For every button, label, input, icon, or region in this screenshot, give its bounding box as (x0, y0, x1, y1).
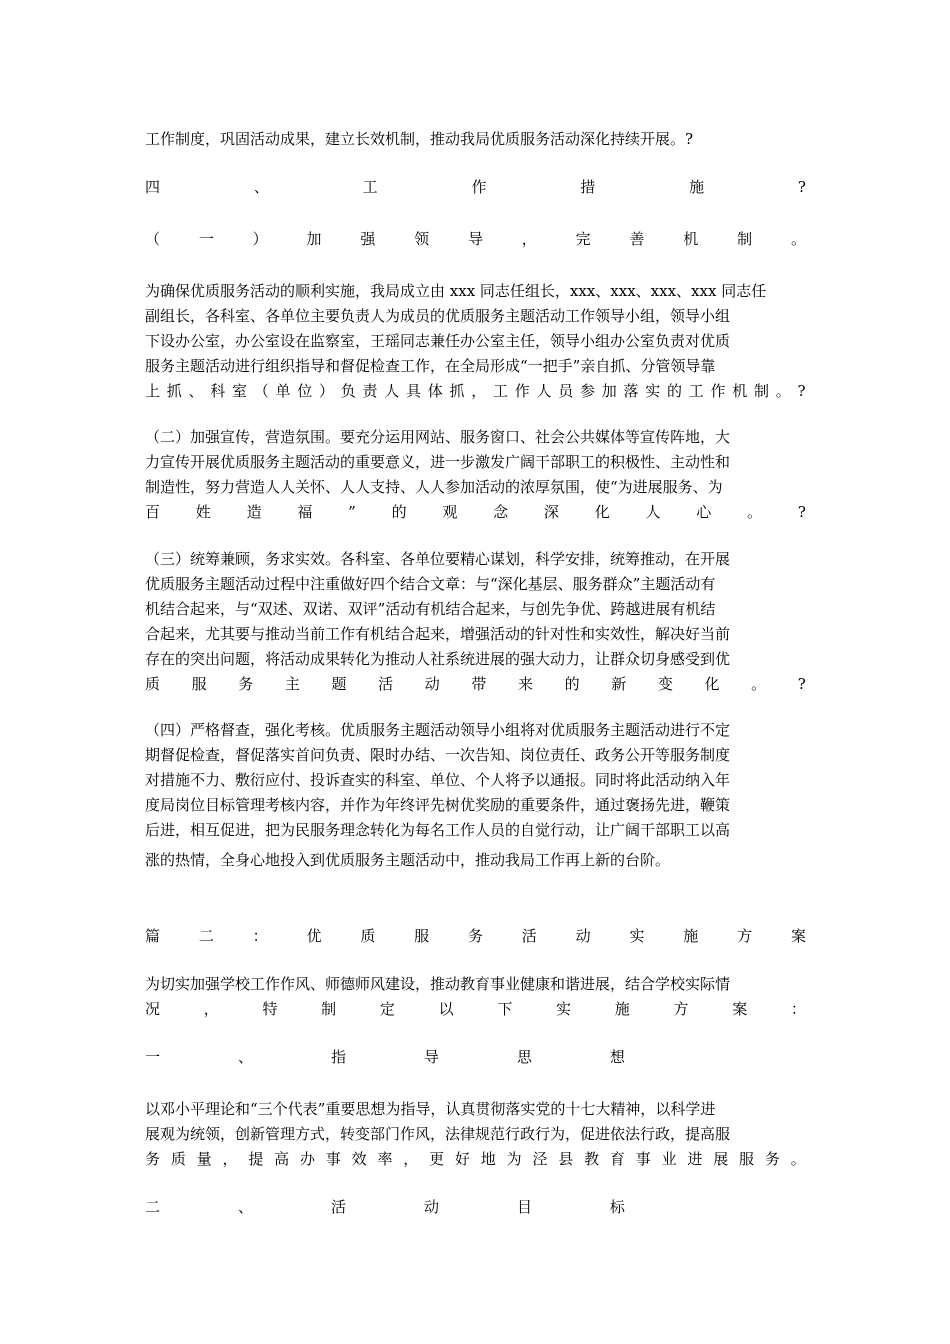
subheading-leadership (145, 227, 806, 251)
heading-char: 目 (516, 1198, 532, 1216)
heading-char: 动 (575, 927, 591, 945)
char: 事 (635, 1150, 651, 1168)
text-line-justified (145, 379, 806, 403)
text-line: （二）加强宣传，营造氛围。要充分运用网站、服务窗口、社会公共媒体等宣传阵地，大 (145, 428, 731, 446)
text-line-justified (145, 1147, 806, 1171)
char: 育 (609, 1150, 625, 1168)
heading-char: 一 (198, 230, 214, 248)
char: ， (471, 382, 487, 400)
char: 业 (661, 1150, 677, 1168)
text-line: 副组长，各科室、各单位主要负责人为成员的优质服务主题活动工作领导小组，领导小组 (145, 307, 731, 325)
char: 工 (493, 382, 509, 400)
heading-char: 作 (471, 178, 487, 196)
heading-char: 想 (609, 1048, 625, 1066)
text-line-justified (145, 997, 806, 1021)
char: 。 (775, 382, 791, 400)
char: 上 (145, 382, 161, 400)
text-line: 对措施不力、敷衍应付、投诉查实的科室、单位、个人将予以通报。同时将此活动纳入年 (145, 771, 731, 789)
char: 率 (377, 1150, 393, 1168)
char: 实 (645, 382, 661, 400)
text-line: 制造性，努力营造人人关怀、人人支持、人人参加活动的浓厚氛围，使“为进展服务、为 (145, 478, 723, 496)
char: 事 (325, 1150, 341, 1168)
heading-char: 施 (683, 927, 699, 945)
char: 位 (297, 382, 313, 400)
heading-char: 措 (580, 178, 596, 196)
char: 效 (351, 1150, 367, 1168)
char: 观 (442, 503, 458, 521)
heading-char: 、 (237, 1198, 253, 1216)
char: ? (797, 503, 806, 521)
section-heading-guiding-ideology (145, 1045, 625, 1069)
char: 工 (688, 382, 704, 400)
char: 念 (493, 503, 509, 521)
text-line: 为确保优质服务活动的顺利实施，我局成立由 xxx 同志任组长，xxx、xxx、xxx、xxx 同志任 (145, 282, 767, 300)
char: ， (222, 1150, 238, 1168)
char: 的 (564, 675, 580, 693)
char: 化 (594, 503, 610, 521)
heading-char: 、 (237, 1048, 253, 1066)
char: 制 (321, 1000, 337, 1018)
char: 服 (739, 1150, 755, 1168)
char: 提 (248, 1150, 264, 1168)
text-line-justified (145, 500, 806, 524)
text-line: （四）严格督查，强化考核。优质服务主题活动领导小组将对优质服务主题活动进行不定 (145, 721, 731, 739)
heading-char: 二 (198, 927, 214, 945)
char: 福 (297, 503, 313, 521)
text-line: 合起来，尤其要与推动当前工作有机结合起来，增强活动的针对性和实效性，解决好当前 (145, 625, 731, 643)
char: 的 (391, 503, 407, 521)
char: 单 (275, 382, 291, 400)
char: 特 (262, 1000, 278, 1018)
char: 题 (331, 675, 347, 693)
char: 施 (614, 1000, 630, 1018)
heading-char: 、 (253, 178, 269, 196)
heading-char: 导 (423, 1048, 439, 1066)
heading-char: （ (145, 230, 161, 248)
char: 来 (518, 675, 534, 693)
char: ： (790, 1000, 806, 1018)
char: 办 (299, 1150, 315, 1168)
char: 新 (611, 675, 627, 693)
text-line: 下设办公室，办公室设在监察室，王瑶同志兼任办公室主任，领导小组办公室负责对优质 (145, 332, 731, 350)
char: 实 (556, 1000, 572, 1018)
char: 。 (751, 675, 767, 693)
char: 质 (145, 675, 161, 693)
char: 况 (145, 1000, 161, 1018)
char: ” (348, 503, 356, 521)
char: ） (319, 382, 335, 400)
char: 化 (704, 675, 720, 693)
char: 负 (340, 382, 356, 400)
heading-char: 务 (467, 927, 483, 945)
heading-char: ? (797, 178, 806, 196)
text-line: 为切实加强学校工作作风、师德师风建设，推动教育事业健康和谐进展，结合学校实际情 (145, 975, 731, 993)
char: 务 (145, 1150, 161, 1168)
char: ? (797, 675, 806, 693)
char: 以 (438, 1000, 454, 1018)
char: 作 (710, 382, 726, 400)
heading-char: 活 (521, 927, 537, 945)
heading-char: 强 (360, 230, 376, 248)
heading-char: 施 (689, 178, 705, 196)
char: 服 (191, 675, 207, 693)
heading-char: 机 (683, 230, 699, 248)
heading-char: 善 (629, 230, 645, 248)
char: 变 (657, 675, 673, 693)
section-heading-measures (145, 175, 806, 199)
char: 体 (427, 382, 443, 400)
heading-char: 思 (516, 1048, 532, 1066)
char: 务 (764, 1150, 780, 1168)
heading-char: 四 (145, 178, 161, 196)
char: 务 (238, 675, 254, 693)
text-line: 存在的突出问题，将活动成果转化为推动人社系统进展的强大动力，让群众切身感受到优 (145, 650, 731, 668)
char: 造 (246, 503, 262, 521)
char: 下 (497, 1000, 513, 1018)
heading-char: 质 (360, 927, 376, 945)
char: 更 (429, 1150, 445, 1168)
char: 抓 (449, 382, 465, 400)
heading-char: 标 (609, 1198, 625, 1216)
text-line: 涨的热情，全身心地投入到优质服务主题活动中，推动我局工作再上新的台阶。 (145, 851, 671, 869)
char: 主 (284, 675, 300, 693)
heading-char: 服 (414, 927, 430, 945)
char: 案 (732, 1000, 748, 1018)
char: 地 (480, 1150, 496, 1168)
text-line: 度局岗位目标管理考核内容，并作为年终评先树优奖励的重要条件，通过褒扬先进，鞭策 (145, 796, 731, 814)
char: 抓 (166, 382, 182, 400)
char: 百 (145, 503, 161, 521)
char: 活 (378, 675, 394, 693)
char: 参 (580, 382, 596, 400)
char: 质 (170, 1150, 186, 1168)
text-line: 展观为统领，创新管理方式，转变部门作风，法律规范行政行为，促进依法行政，提高服 (145, 1125, 731, 1143)
char: 心 (696, 503, 712, 521)
heading-char: 加 (306, 230, 322, 248)
char: （ (253, 382, 269, 400)
heading-char: 活 (330, 1198, 346, 1216)
char: 的 (667, 382, 683, 400)
heading-char: ） (252, 230, 268, 248)
heading-char: 制 (737, 230, 753, 248)
char: 加 (601, 382, 617, 400)
text-line-justified (145, 672, 806, 696)
heading-char: ： (252, 927, 268, 945)
char: ， (203, 1000, 219, 1018)
char: 责 (362, 382, 378, 400)
heading-char: 导 (467, 230, 483, 248)
text-line: 工作制度，巩固活动成果，建立长效机制，推动我局优质服务活动深化持续开展。? (145, 130, 694, 148)
char: 人 (384, 382, 400, 400)
text-line: 机结合起来，与“双述、双诺、双评”活动有机结合起来，与创先争优、跨越进展有机结 (145, 600, 716, 618)
text-line: 后进，相互促进，把为民服务理念转化为每名工作人员的自觉行动，让广阔干部职工以高 (145, 821, 731, 839)
char: 展 (713, 1150, 729, 1168)
heading-char: 实 (629, 927, 645, 945)
heading-char: 篇 (145, 927, 161, 945)
char: 。 (747, 503, 763, 521)
char: 教 (584, 1150, 600, 1168)
char: 县 (558, 1150, 574, 1168)
heading-char: 优 (306, 927, 322, 945)
char: 员 (558, 382, 574, 400)
text-line: 期督促检查，督促落实首问负责、限时办结、一次告知、岗位责任、政务公开等服务制度 (145, 746, 731, 764)
heading-char: 指 (330, 1048, 346, 1066)
char: 量 (196, 1150, 212, 1168)
char: 好 (454, 1150, 470, 1168)
text-line: 服务主题活动进行组织指导和督促检查工作，在全局形成“一把手”亲自抓、分管领导靠 (145, 357, 716, 375)
char: 泾 (532, 1150, 548, 1168)
char: 深 (543, 503, 559, 521)
text-line: （三）统筹兼顾，务求实效。各科室、各单位要精心谋划，科学安排，统筹推动，在开展 (145, 550, 731, 568)
heading-char: ， (521, 230, 537, 248)
heading-char: 方 (737, 927, 753, 945)
char: 作 (514, 382, 530, 400)
heading-char: 完 (575, 230, 591, 248)
char: 姓 (195, 503, 211, 521)
char: 制 (754, 382, 770, 400)
heading-char: 二 (145, 1198, 161, 1216)
heading-char: 动 (423, 1198, 439, 1216)
char: 人 (536, 382, 552, 400)
char: 进 (687, 1150, 703, 1168)
char: ， (403, 1150, 419, 1168)
heading-char: 领 (414, 230, 430, 248)
part-two-heading (145, 924, 806, 948)
char: 、 (188, 382, 204, 400)
char: 高 (274, 1150, 290, 1168)
char: 具 (406, 382, 422, 400)
heading-char: 。 (790, 230, 806, 248)
char: 为 (506, 1150, 522, 1168)
char: 。 (790, 1150, 806, 1168)
char: 室 (232, 382, 248, 400)
char: 科 (210, 382, 226, 400)
text-line: 优质服务主题活动过程中注重做好四个结合文章：与“深化基层、服务群众”主题活动有 (145, 575, 716, 593)
text-line: 以邓小平理论和“三个代表”重要思想为指导，认真贯彻落实党的十七大精神，以科学进 (145, 1100, 716, 1118)
char: 定 (379, 1000, 395, 1018)
char: 动 (424, 675, 440, 693)
char: 落 (623, 382, 639, 400)
section-heading-activity-goals (145, 1195, 625, 1219)
char: 人 (645, 503, 661, 521)
text-line: 力宣传开展优质服务主题活动的重要意义，进一步激发广阔干部职工的积极性、主动性和 (145, 453, 731, 471)
char: 方 (673, 1000, 689, 1018)
heading-char: 一 (145, 1048, 161, 1066)
heading-char: 工 (362, 178, 378, 196)
char: 机 (732, 382, 748, 400)
heading-char: 案 (790, 927, 806, 945)
char: 带 (471, 675, 487, 693)
char: ? (797, 382, 806, 400)
